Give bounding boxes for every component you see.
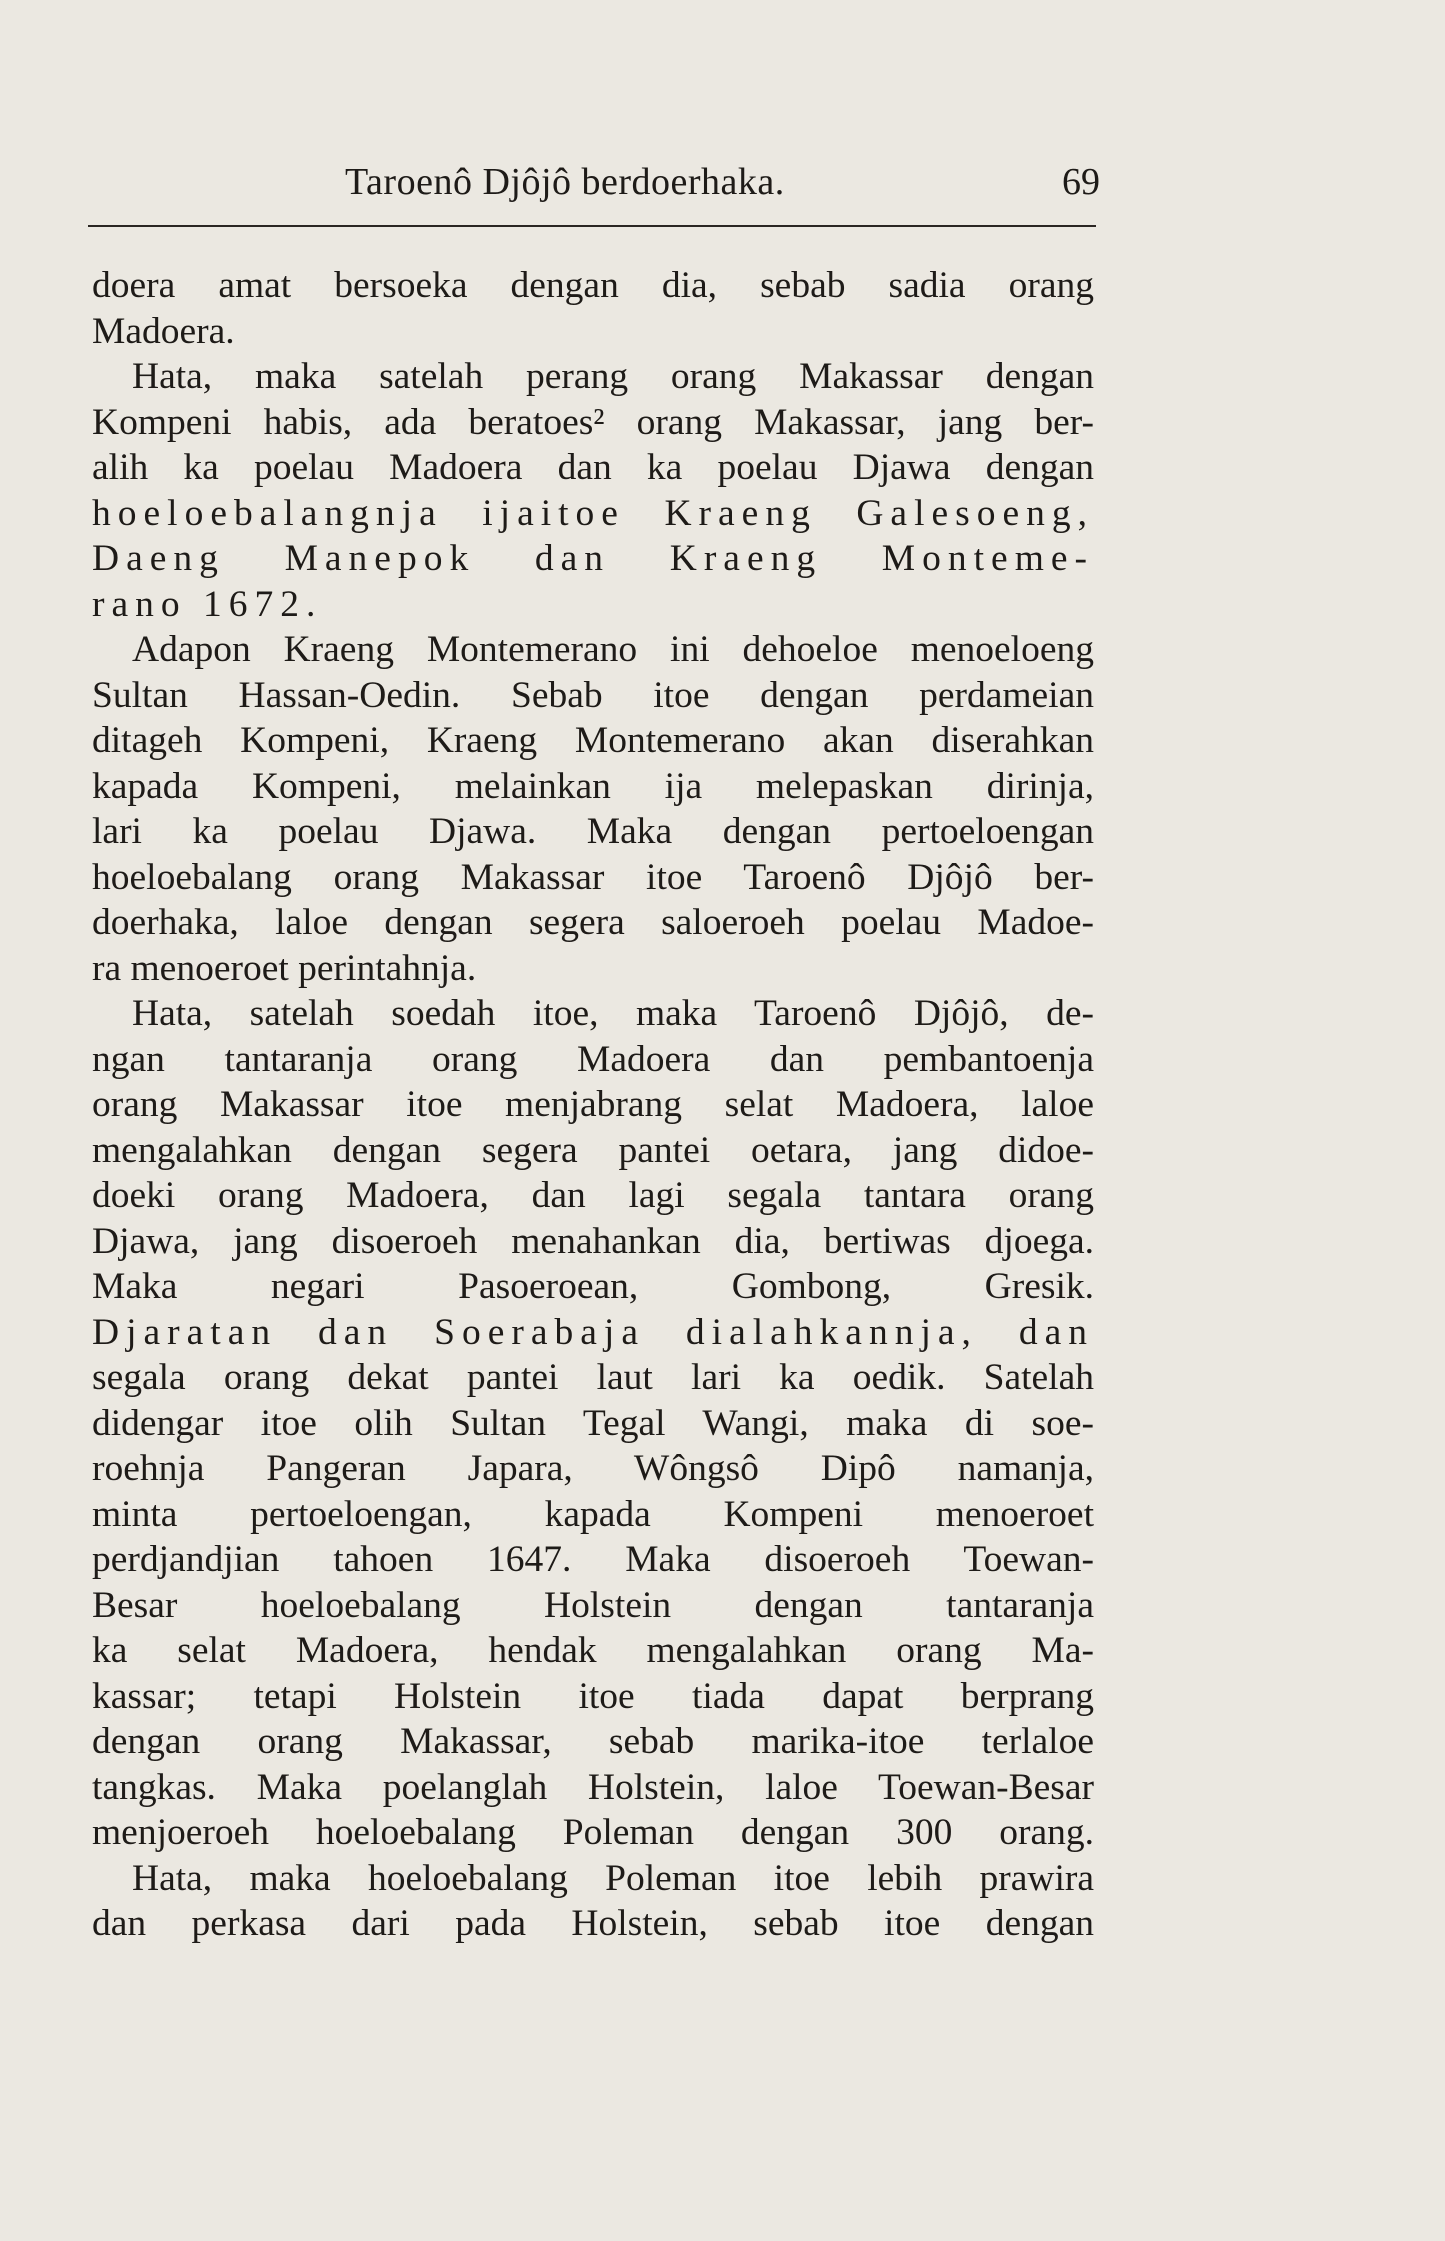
text-line: Hata, maka hoeloebalang Poleman itoe lebih prawira: [132, 1857, 1094, 1899]
running-head: [90, 152, 1100, 212]
text-line: alih ka poelau Madoera dan ka poelau Djawa dengan: [92, 447, 1094, 488]
text-line: kassar; tetapi Holstein itoe tiada dapat berprang: [92, 1675, 1094, 1717]
page-number: 69: [1062, 161, 1100, 203]
text-line: Madoera.: [92, 310, 235, 352]
text-line: kapada Kompeni, melainkan ija melepaskan dirinja,: [92, 765, 1094, 807]
text-line: menjoeroeh hoeloebalang Poleman dengan 300 orang.: [92, 1812, 1094, 1853]
text-line: Djawa, jang disoeroeh menahankan dia, bertiwas djoega.: [92, 1220, 1094, 1262]
text-line: Besar hoeloebalang Holstein dengan tantaranja: [92, 1584, 1094, 1626]
body-text: [92, 263, 1094, 1947]
text-line: ka selat Madoera, hendak mengalahkan orang Ma-: [92, 1630, 1094, 1671]
text-line: rano 1672.: [92, 583, 323, 625]
text-line: hoeloebalang orang Makassar itoe Taroenô Djôjô ber-: [92, 856, 1094, 898]
text-line: didengar itoe olih Sultan Tegal Wangi, maka di soe-: [92, 1402, 1094, 1444]
text-line: Djaratan dan Soerabaja dialahkannja, dan: [92, 1311, 1094, 1353]
text-line: roehnja Pangeran Japara, Wôngsô Dipô namanja,: [92, 1448, 1094, 1489]
text-line: Daeng Manepok dan Kraeng Monteme-: [92, 538, 1094, 579]
text-line: doeki orang Madoera, dan lagi segala tantara orang: [92, 1175, 1094, 1216]
running-title: Taroenô Djôjô berdoerhaka.: [345, 161, 785, 203]
text-line: Hata, maka satelah perang orang Makassar dengan: [132, 356, 1094, 397]
text-line: dan perkasa dari pada Holstein, sebab itoe dengan: [92, 1903, 1094, 1944]
text-line: dengan orang Makassar, sebab marika-itoe terlaloe: [92, 1721, 1094, 1762]
text-line: ra menoeroet perintahnja.: [92, 947, 477, 989]
text-line: hoeloebalangnja ijaitoe Kraeng Galesoeng,: [92, 492, 1094, 534]
text-line: orang Makassar itoe menjabrang selat Madoera, laloe: [92, 1084, 1094, 1125]
text-line: Hata, satelah soedah itoe, maka Taroenô Djôjô, de-: [132, 993, 1094, 1034]
text-line: lari ka poelau Djawa. Maka dengan pertoeloengan: [92, 811, 1094, 852]
text-line: Adapon Kraeng Montemerano ini dehoeloe menoeloeng: [132, 629, 1094, 670]
text-line: tangkas. Maka poelanglah Holstein, laloe Toewan-Besar: [92, 1766, 1094, 1808]
text-line: ditageh Kompeni, Kraeng Montemerano akan diserahkan: [92, 720, 1094, 761]
text-line: Sultan Hassan-Oedin. Sebab itoe dengan perdameian: [92, 674, 1094, 716]
text-line: minta pertoeloengan, kapada Kompeni menoeroet: [92, 1493, 1094, 1535]
text-line: doera amat bersoeka dengan dia, sebab sadia orang: [92, 265, 1094, 306]
text-line: mengalahkan dengan segera pantei oetara, jang didoe-: [92, 1129, 1094, 1171]
text-line: Maka negari Pasoeroean, Gombong, Gresik.: [92, 1266, 1094, 1307]
text-line: segala orang dekat pantei laut lari ka oedik. Satelah: [92, 1357, 1094, 1398]
text-line: ngan tantaranja orang Madoera dan pembantoenja: [92, 1038, 1094, 1080]
header-rule: [88, 225, 1096, 227]
text-line: Kompeni habis, ada beratoes² orang Makassar, jang ber-: [92, 401, 1094, 443]
text-line: doerhaka, laloe dengan segera saloeroeh poelau Madoe-: [92, 902, 1094, 943]
text-line: perdjandjian tahoen 1647. Maka disoeroeh Toewan-: [92, 1539, 1094, 1580]
